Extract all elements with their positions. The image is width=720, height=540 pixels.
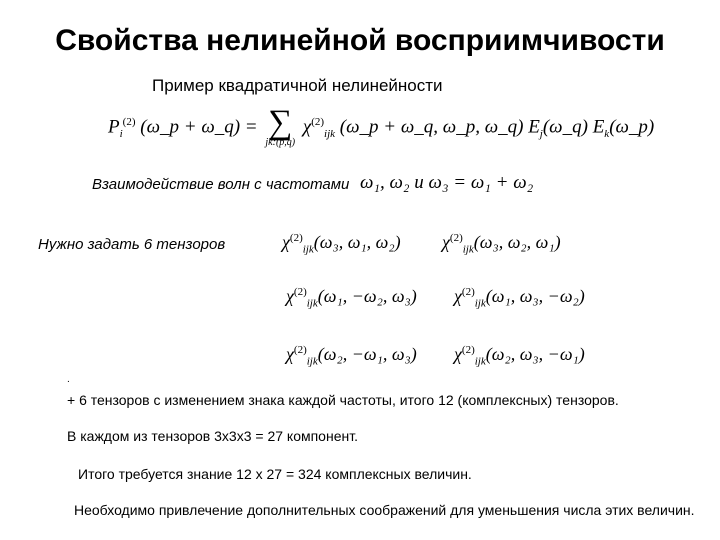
tensor-chi: χ [454, 286, 462, 306]
tensors-label: Нужно задать 6 тензоров [38, 236, 226, 253]
tensor-chi: χ [282, 232, 290, 252]
tensor-sub: ijk [474, 355, 486, 368]
tensor-5 [286, 344, 417, 368]
eq-chi-args: (ω_p + ω_q, ω_p, ω_q) [339, 116, 524, 138]
eq-lhs-args: (ω_p + ω_q) = [140, 116, 258, 138]
tensor-sup: (2) [293, 286, 307, 298]
equation-main [108, 104, 655, 148]
tensor-sup: (2) [461, 286, 475, 298]
tensor-args: (ω₂, ω₃, −ω₁) [485, 344, 585, 364]
tensor-sup: (2) [461, 344, 475, 356]
tensor-1 [282, 232, 401, 256]
tensor-sub: ijk [474, 297, 486, 310]
tensor-args: (ω₃, ω₂, ω₁) [473, 232, 561, 252]
text-line-1: + 6 тензоров с изменением знака каждой частоты, итого 12 (комплексных) тензоров. [67, 392, 619, 408]
eq-e1-args: (ω_q) [542, 116, 588, 138]
tensor-6 [454, 344, 585, 368]
eq-chi: χ [302, 116, 312, 138]
tensor-4 [454, 286, 585, 310]
tensor-chi: χ [286, 344, 294, 364]
eq-e2-sub: k [604, 128, 610, 141]
eq-e1: E [528, 116, 540, 138]
tensor-sup: (2) [293, 344, 307, 356]
eq-e1-sub: j [539, 128, 543, 141]
text-line-4: Необходимо привлечение дополнительных соображений для уменьшения числа этих величин. [74, 502, 695, 518]
tensor-chi: χ [454, 344, 462, 364]
eq-lhs-sub: i [119, 128, 123, 141]
eq-e2: E [592, 116, 605, 138]
tensor-args: (ω₃, ω₁, ω₂) [313, 232, 401, 252]
tensor-sub: ijk [302, 243, 314, 256]
eq-lhs-sup: (2) [122, 116, 136, 129]
tensor-2 [442, 232, 561, 256]
tensor-sub: ijk [306, 355, 318, 368]
eq-lhs: P [108, 116, 120, 138]
tensor-chi: χ [286, 286, 294, 306]
sum-limits: jk:(p,q) [265, 137, 296, 148]
tensor-sup: (2) [289, 232, 303, 244]
eq-e2-args: (ω_p) [609, 116, 655, 138]
tensor-args: (ω₂, −ω₁, ω₃) [317, 344, 417, 364]
slide-title: Свойства нелинейной восприимчивости [55, 24, 665, 57]
tensor-chi: χ [442, 232, 450, 252]
sum-block [265, 104, 296, 148]
sum-symbol: ∑ [268, 104, 293, 141]
interaction-label: Взаимодействие волн с частотами [92, 176, 350, 193]
slide-subtitle: Пример квадратичной нелинейности [152, 76, 443, 95]
tensor-sub: ijk [306, 297, 318, 310]
text-line-3: Итого требуется знание 12 х 27 = 324 комплексных величин. [78, 466, 472, 482]
eq-chi-sup: (2) [311, 116, 325, 129]
tensor-args: (ω₁, ω₃, −ω₂) [485, 286, 585, 306]
tensor-sup: (2) [449, 232, 463, 244]
tensor-sub: ijk [462, 243, 474, 256]
stray-dot: . [67, 374, 70, 385]
interaction-equation: ω₁, ω₂ и ω₃ = ω₁ + ω₂ [360, 172, 534, 193]
tensor-args: (ω₁, −ω₂, ω₃) [317, 286, 417, 306]
text-line-2: В каждом из тензоров 3х3х3 = 27 компонент. [67, 428, 358, 444]
tensor-3 [286, 286, 417, 310]
eq-chi-sub: ijk [324, 128, 336, 141]
